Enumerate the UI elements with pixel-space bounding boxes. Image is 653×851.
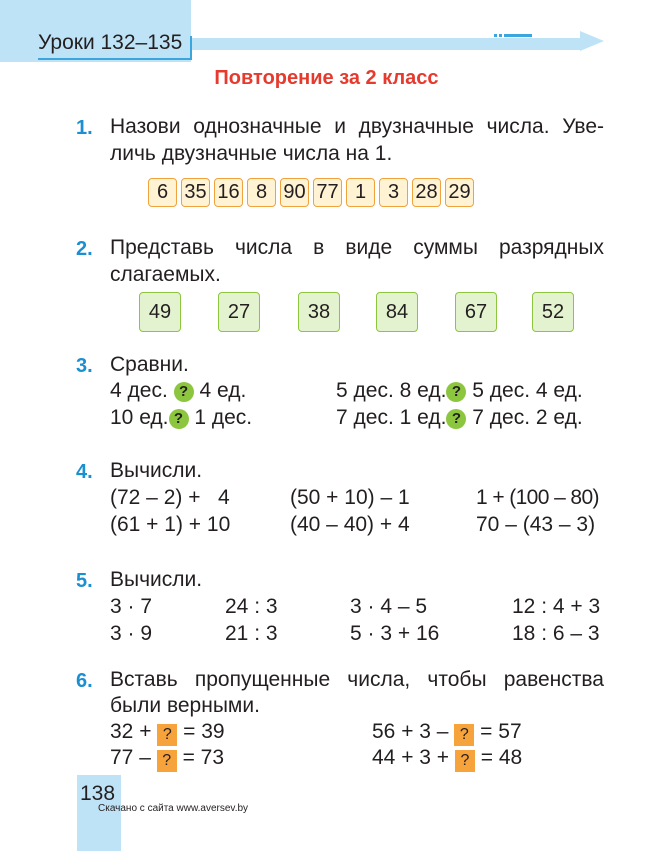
compare-right: 1 дес. [194, 406, 253, 429]
page-title: Повторение за 2 класс [214, 67, 439, 89]
number-box: 90 [280, 178, 309, 207]
compare-left: 5 дес. 8 ед. [336, 379, 447, 402]
task-4-heading: Вычисли. [110, 459, 203, 482]
compare-row [110, 404, 252, 432]
number-box: 6 [148, 178, 177, 207]
expression: 70 – (43 – 3) [476, 513, 596, 536]
number-box: 29 [445, 178, 474, 207]
task-1-number-boxes [148, 178, 474, 207]
task-2-line2: слагаемых. [110, 263, 221, 286]
equation-left: 77 – [110, 746, 151, 769]
expression: 5 · 3 + 16 [350, 622, 440, 645]
number-box: 3 [379, 178, 408, 207]
compare-left: 4 дес. [110, 379, 168, 402]
expression: 12 : 4 + 3 [512, 595, 601, 618]
header-tick [190, 36, 192, 60]
question-icon: ? [169, 409, 189, 429]
number-box: 49 [139, 292, 181, 332]
number-box: 67 [455, 292, 497, 332]
task-3-heading: Сравни. [110, 353, 189, 376]
page-number: 138 [80, 782, 116, 805]
compare-row [336, 377, 583, 405]
compare-right: 5 дес. 4 ед. [472, 379, 583, 402]
expression: 21 : 3 [225, 622, 278, 645]
equation [372, 744, 522, 772]
header-arrow-icon [580, 31, 604, 51]
question-box-icon: ? [157, 750, 177, 772]
compare-left: 10 ед. [110, 406, 169, 429]
number-box: 27 [218, 292, 260, 332]
number-box: 8 [247, 178, 276, 207]
expression: (50 + 10) – 1 [290, 486, 410, 509]
header-underline [38, 58, 191, 60]
expression: 3 · 4 – 5 [350, 595, 428, 618]
equation-left: 56 + 3 – [372, 720, 449, 743]
lesson-label: Уроки 132–135 [38, 31, 183, 54]
equation-left: 32 + [110, 720, 152, 743]
expression: 24 : 3 [225, 595, 278, 618]
task-5-heading: Вычисли. [110, 568, 203, 591]
compare-row [336, 404, 583, 432]
question-box-icon: ? [455, 750, 475, 772]
expression: 1 + (100 – 80) [476, 486, 599, 509]
equation-right: = 48 [480, 746, 523, 769]
task-5-number: 5. [76, 570, 93, 592]
equation-left: 44 + 3 + [372, 746, 450, 769]
header-band [191, 38, 581, 50]
task-6-number: 6. [76, 670, 93, 692]
number-box: 16 [214, 178, 243, 207]
expression: (72 – 2) + 4 [110, 486, 230, 509]
compare-right: 4 ед. [199, 379, 247, 402]
task-2-number: 2. [76, 238, 93, 260]
compare-right: 7 дес. 2 ед. [472, 406, 583, 429]
task-1-number: 1. [76, 117, 93, 139]
task-2-line1: Представь числа в виде суммы разрядных [110, 236, 604, 259]
question-icon: ? [446, 382, 466, 402]
header-dashes [494, 34, 532, 37]
equation-right: = 73 [182, 746, 225, 769]
number-box: 52 [532, 292, 574, 332]
equation-right: = 39 [183, 720, 225, 743]
equation [110, 744, 224, 772]
task-1-line1: Назови однозначные и двузначные числа. Уве- [110, 115, 604, 138]
expression: (61 + 1) + 10 [110, 513, 231, 536]
question-icon: ? [174, 382, 194, 402]
task-1-line2: личь двузначные числа на 1. [110, 142, 393, 165]
number-box: 77 [313, 178, 342, 207]
expression: (40 – 40) + 4 [290, 513, 410, 536]
compare-row [110, 377, 246, 405]
task-6-line2: были верными. [110, 694, 260, 717]
task-4-number: 4. [76, 461, 93, 483]
task-3-number: 3. [76, 355, 93, 377]
number-box: 28 [412, 178, 441, 207]
question-icon: ? [446, 409, 466, 429]
number-box: 38 [298, 292, 340, 332]
question-box-icon: ? [157, 724, 177, 746]
equation [110, 718, 225, 746]
equation-right: = 57 [480, 720, 522, 743]
source-credit: Скачано с сайта www.aversev.by [98, 803, 249, 814]
task-6-line1: Вставь пропущенные числа, чтобы равенства [110, 668, 604, 691]
expression: 3 · 7 [110, 595, 153, 618]
expression: 3 · 9 [110, 622, 153, 645]
number-box: 84 [376, 292, 418, 332]
question-box-icon: ? [454, 724, 474, 746]
equation [372, 718, 522, 746]
expression: 18 : 6 – 3 [512, 622, 600, 645]
number-box: 35 [181, 178, 210, 207]
number-box: 1 [346, 178, 375, 207]
compare-left: 7 дес. 1 ед. [336, 406, 447, 429]
